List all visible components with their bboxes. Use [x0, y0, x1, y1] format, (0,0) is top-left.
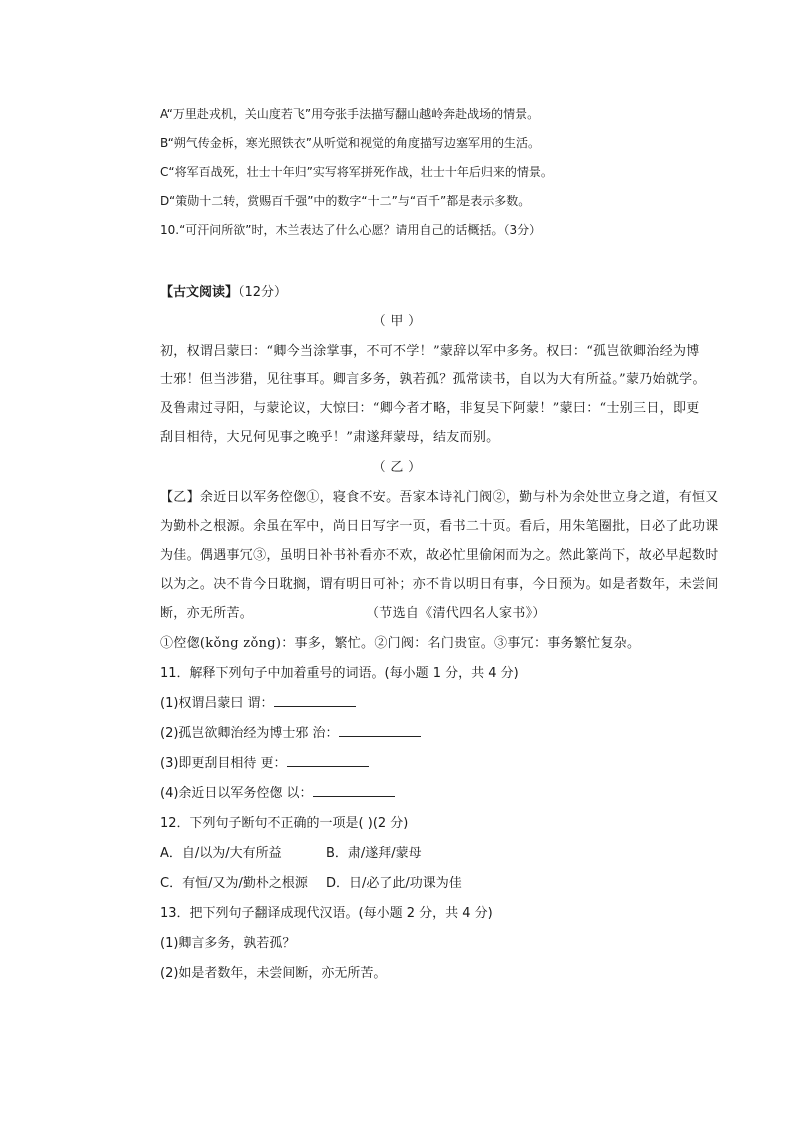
passage-yi-source: （节选自《清代四名人家书》） — [366, 606, 546, 621]
passage-jia-label: （ 甲 ） — [372, 314, 422, 329]
q11-item-text: (4)余近日以军务倥偬 以： — [160, 786, 313, 801]
section-title: 【古文阅读】 — [160, 285, 239, 300]
answer-blank[interactable] — [339, 724, 421, 737]
footnotes: ①倥偬(kǒng zǒng)：事多，繁忙。②门阀：名门贵宦。③事冗：事务繁忙复杂。 — [160, 636, 641, 651]
q11-item-text: (1)权谓吕蒙曰 谓： — [160, 696, 274, 711]
section-score: （12分） — [238, 285, 288, 300]
option-b: B“朔气传金柝，寒光照铁衣”从听觉和视觉的角度描写边塞军用的生活。 — [160, 136, 541, 150]
question-12-stem: 12．下列句子断句不正确的一项是( )(2 分) — [160, 816, 409, 831]
passage-yi-line: 断，亦无所苦。 — [160, 606, 254, 621]
q11-item-text: (2)孤岂欲卿治经为博士邪 治： — [160, 726, 339, 741]
q12-option-b: B．肃/遂拜/蒙母 — [326, 846, 422, 861]
question-11-item — [160, 722, 421, 741]
passage-yi-line: 为佳。偶遇事冗③，虽明日补书补看亦不欢，故必忙里偷闲而为之。然此篆尚下，故必早起数时 — [160, 548, 719, 563]
option-c: C“将军百战死，壮士十年归”实写将军拼死作战，壮士十年后归来的情景。 — [160, 165, 553, 179]
answer-blank[interactable] — [313, 784, 395, 797]
passage-yi-label: （ 乙 ） — [372, 460, 422, 475]
passage-yi-line: 以为之。决不肯今日耽搁，谓有明日可补；亦不肯以明日有事，今日预为。如是者数年，未尝间 — [160, 577, 719, 592]
question-11-item — [160, 692, 356, 711]
q12-option-a: A．自/以为/大有所益 — [160, 846, 282, 861]
q11-item-text: (3)即更刮目相待 更： — [160, 756, 287, 771]
question-11-stem: 11．解释下列句子中加着重号的词语。(每小题 1 分，共 4 分) — [160, 666, 519, 681]
q12-option-d: D．日/必了此/功课为佳 — [326, 876, 462, 891]
passage-jia-line: 及鲁肃过寻阳，与蒙论议，大惊曰：“卿今者才略，非复吴下阿蒙！”蒙曰：“士别三日，即更 — [160, 401, 700, 416]
question-13-item: (2)如是者数年，未尝间断，亦无所苦。 — [160, 966, 387, 981]
question-13-stem: 13．把下列句子翻译成现代汉语。(每小题 2 分，共 4 分) — [160, 906, 493, 921]
passage-jia-line: 刮目相待，大兄何见事之晚乎！”肃遂拜蒙母，结友而别。 — [160, 430, 500, 445]
passage-jia-line: 士邪！但当涉猎，见往事耳。卿言多务，孰若孤？孤常读书，自以为大有所益。”蒙乃始就学。 — [160, 372, 706, 387]
answer-blank[interactable] — [287, 754, 369, 767]
q12-option-c: C．有恒/又为/勤朴之根源 — [160, 876, 308, 891]
question-13-item: (1)卿言多务，孰若孤？ — [160, 936, 296, 951]
passage-yi-line: 【乙】余近日以军务倥偬①，寝食不安。吾家本诗礼门阀②，勤与朴为余处世立身之道，有恒又 — [160, 490, 719, 505]
answer-blank[interactable] — [274, 694, 356, 707]
question-11-item — [160, 752, 369, 771]
question-11-item — [160, 782, 395, 801]
option-a: A“万里赴戎机，关山度若飞”用夸张手法描写翻山越岭奔赴战场的情景。 — [160, 107, 540, 121]
passage-yi-line: 为勤朴之根源。余虽在军中，尚日日写字一页，看书二十页。看后，用朱笔圈批，日必了此功课 — [160, 519, 719, 534]
section-heading — [160, 281, 287, 300]
question-10: 10.“可汗问所欲”时，木兰表达了什么心愿？请用自己的话概括。（3分） — [160, 223, 542, 237]
passage-jia-line: 初，权谓吕蒙曰：“卿今当涂掌事，不可不学！”蒙辞以军中多务。权曰：“孤岂欲卿治经为博 — [160, 344, 700, 359]
option-d: D“策勋十二转，赏赐百千强”中的数字“十二”与“百千”都是表示多数。 — [160, 194, 531, 208]
